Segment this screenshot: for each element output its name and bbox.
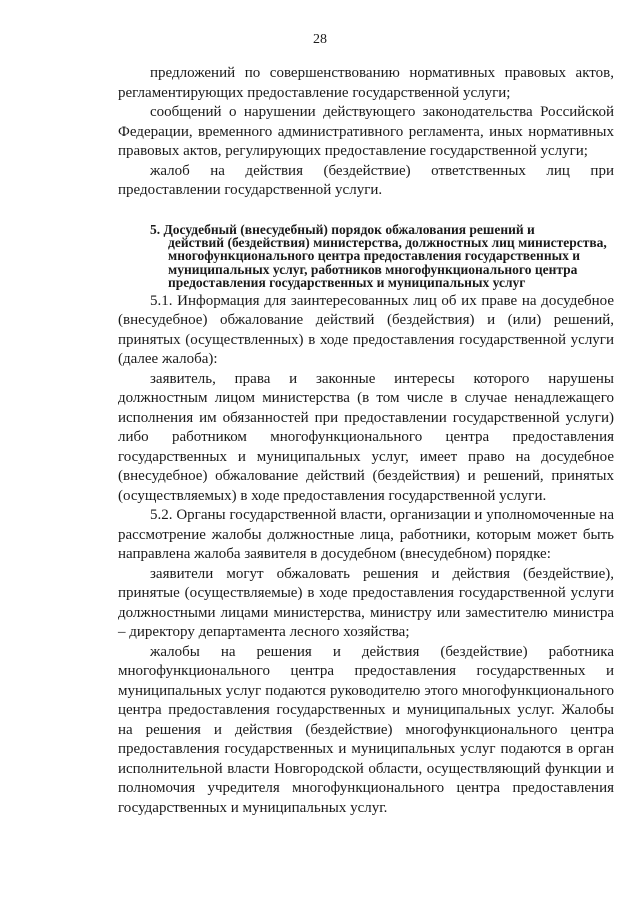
paragraph-proposals: предложений по совершенствованию нормативных правовых актов, регламентирующих предоставление государственной услуги;	[118, 65, 614, 101]
paragraph-mfc-appeal: жалобы на решения и действия (бездействие) работника многофункционального центра предоставления государственных и муниципальных услуг подаются руководителю этого многофункционального центра предоставления государственных и муниципальных услуг. Жалобы на решения и действия (бездействие) многофункционального центра предоставления государственных и муниципальных услуг подаются в орган исполнительной власти Новгородской области, осуществляющий функции и полномочия учредителя многофункционального центра предоставления государственных и муниципальных услуг.	[118, 643, 614, 816]
section-heading	[118, 223, 614, 290]
section-heading-first-line: Досудебный (внесудебный) порядок обжалования решений и	[163, 221, 535, 237]
paragraph-reports: сообщений о нарушении действующего законодательства Российской Федерации, временного административного регламента, иных нормативных правовых актов, регулирующих предоставление государственной услуги;	[118, 104, 614, 159]
paragraph-applicant-rights: заявитель, права и законные интересы которого нарушены должностным лицом министерства (в том числе в случае ненадлежащего исполнения им обязанностей при предоставлении государственной услуги) либо работником многофункционального центра предоставления государственных и муниципальных услуг, имеет право на досудебное (внесудебное) обжалование действий (бездействия) и решений, принятых (осуществляемых) в ходе предоставления государственной услуги.	[118, 370, 614, 504]
paragraph-ministry-appeal: заявители могут обжаловать решения и действия (бездействие), принятые (осуществляемые) в ходе предоставления государственной услуги должностными лицами министерства, министру или заместителю министра – директору департамента лесного хозяйства;	[118, 565, 614, 641]
page-number: 28	[313, 32, 327, 47]
paragraph-complaints: жалоб на действия (бездействие) ответственных лиц при предоставлении государственной услуги.	[118, 162, 614, 198]
paragraph-5-1: 5.1. Информация для заинтересованных лиц об их праве на досудебное (внесудебное) обжалование действий (бездействия) и (или) решений, принятых (осуществленных) в ходе предоставления государственной услуги (далее жалоба):	[118, 292, 614, 368]
section-number: 5.	[150, 221, 161, 237]
paragraph-5-2: 5.2. Органы государственной власти, организации и уполномоченные на рассмотрение жалобы должностные лица, работники, которым может быть направлена жалоба заявителя в досудебном (внесудебном) порядке:	[118, 507, 614, 563]
section-heading-rest: действий (бездействия) министерства, должностных лиц министерства, многофункционального центра предоставления государственных и муниципальных услуг, работников многофункционального центра предоставления государственных и муниципальных услуг	[168, 234, 607, 291]
document-body	[118, 64, 614, 818]
